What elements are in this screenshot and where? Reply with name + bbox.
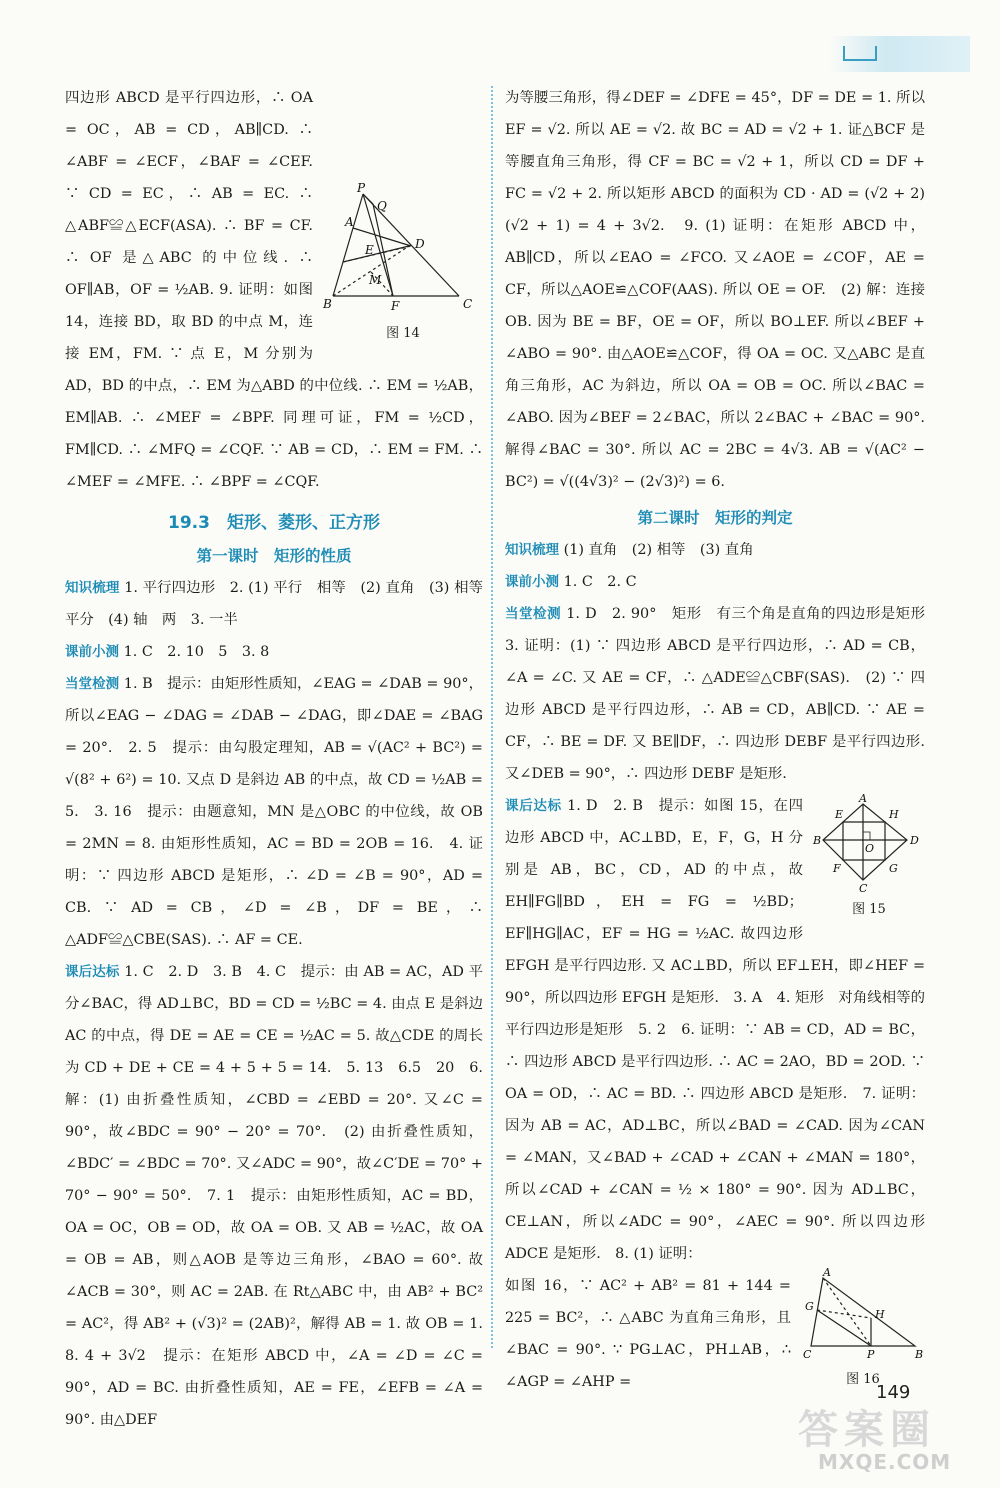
label-zhishi-shuli: 知识梳理 bbox=[65, 580, 120, 596]
fig15-label-f: F bbox=[833, 862, 841, 875]
right-zs-text: (1) 直角 (2) 相等 (3) 直角 bbox=[563, 542, 754, 558]
fig16-label-a: A bbox=[823, 1266, 831, 1279]
label-kexian-xiaoce-2: 课前小测 bbox=[505, 574, 559, 590]
right-answer-paragraph-1: 为等腰三角形，得∠DEF = ∠DFE = 45°，DF = DE = 1. 所以 EF = √2. 所以 AE = √2. 故 BC = AD = √2 + 1. 证△BCF 是等腰直角三角形，得 CF = BC = √2 + 1，所以 CD = DF + FC = √2 + 2. 所以矩形 ABCD 的面积为 CD · AD = (√2 + 2)(√2 + 1) = 4 + 3√2. 9. (1) 证明：在矩形 ABCD 中，AB∥CD，所以∠EAO = ∠FCO. 又∠AOE = ∠COF，AE = CF，所以△AOE≌△COF(AAS). 所以 OE = OF. (2) 解：连接 OB. 因为 BE = BF，OE = OF，所以 BO⊥EF. 所以∠BEF + ∠ABO = 90°. 由△AOE≌△COF，得 OA = OC. 又△ABC 是直角三角形，AC 为斜边，所以 OA = OB = OC. 所以∠BAC = ∠ABO. 因为∠BEF = 2∠BAC，所以 2∠BAC + ∠BAC = 90°. 解得∠BAC = 30°. 所以 AC = 2BC = 4√3. AB = √(AC² − BC²) = √((4√3)² − (2√3)²) = 6. bbox=[505, 90, 925, 490]
fig14-label-q: Q bbox=[377, 199, 387, 213]
label-dangtang-jiance-2: 当堂检测 bbox=[505, 606, 562, 622]
left-answer-paragraph-1: 四边形 ABCD 是平行四边形，∴ OA = OC，AB = CD，AB∥CD. ∴ ∠ABF = ∠ECF，∠BAF = ∠CEF. ∵ CD = EC，∴ AB = EC. ∴ △ABF≌△ECF(ASA). ∴ BF = CF. ∴ OF 是△ABC 的中位线. ∴ OF∥AB，OF = ½AB. 9. 证明：如图 14，连接 BD，取 BD 的中点 M，连接 EM，FM. ∵ 点 E，M 分别为 AD，BD 的中点，∴ EM 为△ABD 的中位线. ∴ EM = ½AB，EM∥AB. ∴ ∠MEF = ∠BPF. 同理可证，FM = ½CD，FM∥CD. ∴ ∠MFQ = ∠CQF. ∵ AB = CD，∴ EM = FM. ∴ ∠MEF = ∠MFE. ∴ ∠BPF = ∠CQF. bbox=[65, 90, 483, 490]
left-dt-text: 1. B 提示：由矩形性质知，∠EAG = ∠DAB = 90°，所以∠EAG − ∠DAG = ∠DAB − ∠DAG，即∠DAE = ∠BAG = 20°. 2. 5 提示：由勾股定理知，AB = √(AC² + BC²) = √(8² + 6²) = 10. 又点 D 是斜边 AB 的中点，故 CD = ½AB = 5. 3. 16 提示：由题意知，MN 是△OBC 的中位线，故 OB = 2MN = 8. 由矩形性质知，AC = BD = 2OB = 16. 4. 证明：∵ 四边形 ABCD 是矩形，∴ ∠D = ∠B = 90°，AD = CB. ∵ AD = CB，∠D = ∠B，DF = BE，∴ △ADF≌△CBE(SAS). ∴ AF = CE. bbox=[65, 676, 484, 948]
fig16-label-g: G bbox=[805, 1300, 814, 1313]
right-column bbox=[505, 82, 940, 1398]
figure-14-caption: 图 14 bbox=[386, 326, 420, 341]
right-zs-paragraph bbox=[505, 534, 925, 566]
fig14-label-b: B bbox=[323, 297, 332, 311]
watermark-logo bbox=[790, 1394, 990, 1480]
fig16-label-c: C bbox=[803, 1348, 812, 1361]
corner-bracket-icon bbox=[840, 42, 880, 66]
figure-15-diagram bbox=[813, 792, 925, 896]
figure-14 bbox=[323, 181, 483, 344]
label-kexian-xiaoce: 课前小测 bbox=[65, 644, 119, 660]
fig15-label-c: C bbox=[859, 882, 868, 895]
figure-15-caption: 图 15 bbox=[852, 902, 886, 917]
fig14-label-a: A bbox=[345, 215, 354, 229]
fig16-label-h: H bbox=[875, 1308, 885, 1321]
lesson-2-title: 第二课时 矩形的判定 bbox=[637, 509, 793, 527]
fig16-label-p: P bbox=[867, 1348, 875, 1361]
right-kq-paragraph bbox=[505, 566, 925, 598]
fig14-label-d: D bbox=[415, 237, 425, 251]
label-dangtang-jiance: 当堂检测 bbox=[65, 676, 120, 692]
fig14-label-m: M bbox=[369, 273, 382, 287]
left-zs-text: 1. 平行四边形 2. (1) 平行 相等 (2) 直角 (3) 相等 平分 (4) 轴 两 3. 一半 bbox=[65, 580, 498, 628]
left-zs-paragraph bbox=[65, 572, 498, 636]
fig15-label-a: A bbox=[859, 792, 867, 805]
fig14-label-p: P bbox=[357, 181, 366, 195]
fig14-label-c: C bbox=[463, 297, 473, 311]
fig15-label-h: H bbox=[889, 808, 899, 821]
right-kq-text: 1. C 2. C bbox=[563, 574, 637, 590]
left-column bbox=[65, 82, 498, 1436]
fig15-label-e: E bbox=[835, 808, 844, 821]
left-kh-paragraph bbox=[65, 956, 498, 1436]
label-kehou-dabiao-2: 课后达标 bbox=[505, 798, 562, 814]
page-number: 149 bbox=[876, 1382, 911, 1403]
fig14-label-f: F bbox=[391, 299, 400, 313]
watermark-url: MXQE.COM bbox=[818, 1450, 952, 1474]
right-dt-text: 1. D 2. 90° 矩形 有三个角是直角的四边形是矩形 3. 证明：(1) ∵ 四边形 ABCD 是平行四边形，∴ AD = CB，∠A = ∠C. 又 AE = CF，∴ △ADE≌△CBF(SAS). (2) ∵ 四边形 ABCD 是平行四边形，∴ AB = CD，AB∥CD. ∵ AE = CF，∴ BE = DF. 又 BE∥DF，∴ 四边形 DEBF 是平行四边形. 又∠DEB = 90°，∴ 四边形 DEBF 是矩形. bbox=[505, 606, 940, 782]
section-title: 19.3 矩形、菱形、正方形 bbox=[168, 513, 380, 533]
label-zhishi-shuli-2: 知识梳理 bbox=[505, 542, 559, 558]
left-kq-text: 1. C 2. 10 5 3. 8 bbox=[123, 644, 270, 660]
fig16-label-b: B bbox=[915, 1348, 924, 1361]
right-kh-paragraph-2: 如图 16，∵ AC² + AB² = 81 + 144 = 225 = BC²，∴ △ABC 为直角三角形，且∠BAC = 90°. ∵ PG⊥AC，PH⊥AB，∴ ∠AGP = ∠AHP = bbox=[505, 1278, 791, 1390]
fig15-label-o: O bbox=[865, 842, 875, 855]
figure-16 bbox=[801, 1266, 925, 1390]
fig15-label-d: D bbox=[910, 834, 919, 847]
figure-14-diagram bbox=[323, 181, 483, 320]
left-dt-paragraph bbox=[65, 668, 483, 956]
right-kh-text-1: 1. D 2. B 提示：如图 15，在四边形 ABCD 中，AC⊥BD，E，F，G，H 分别是 AB，BC，CD，AD 的中点，故 EH∥FG∥BD，EH = FG = ½BD；EF∥HG∥AC，EF = HG = ½AC. 故四边形 EFGH 是平行四边形. 又 AC⊥BD，所以 EF⊥EH，即∠HEF = 90°，所以四边形 EFGH 是矩形. 3. A 4. 矩形 对角线相等的平行四边形是矩形 5. 2 6. 证明：∵ AB = CD，AD = BC，∴ 四边形 ABCD 是平行四边形. ∴ AC = 2AO，BD = 2OD. ∵ OA = OD，∴ AC = BD. ∴ 四边形 ABCD 是矩形. 7. 证明：因为 AB = AC，AD⊥BC，所以∠BAD = ∠CAD. 因为∠CAN = ∠MAN，又∠BAD + ∠CAD + ∠CAN + ∠MAN = 180°，所以∠CAD + ∠CAN = ½ × 180° = 90°. 因为 AD⊥BC，CE⊥AN，所以∠ADC = 90°，∠AEC = 90°. 所以四边形 ADCE 是矩形. 8. (1) 证明： bbox=[505, 798, 925, 1262]
figure-16-diagram bbox=[801, 1266, 925, 1366]
left-kh-text: 1. C 2. D 3. B 4. C 提示：由 AB = AC，AD 平分∠BAC，得 AD⊥BC，BD = CD = ½BC = 4. 由点 E 是斜边 AC 的中点，得 DE = AE = CE = ½AC = 5. 故△CDE 的周长为 CD + DE + CE = 4 + 5 + 5 = 14. 5. 13 6.5 20 6. 解：(1) 由折叠性质知，∠CBD = ∠EBD = 20°. 又∠C = 90°，故∠BDC = 90° − 20° = 70°. (2) 由折叠性质知，∠BDC′ = ∠BDC = 70°. 又∠ADC = 90°，故∠C′DE = 70° + 70° − 90° = 50°. 7. 1 提示：由矩形性质知，AC = BD，OA = OC，OB = OD，故 OA = OB. 又 AB = ½AC，故 OA = OB = AB，则△AOB 是等边三角形，∠BAO = 60°. 故∠ACB = 30°，则 AC = 2AB. 在 Rt△ABC 中，由 AB² + BC² = AC²，得 AB² + (√3)² = (2AB)²，解得 AB = 1. 故 OB = 1. 8. 4 + 3√2 提示：在矩形 ABCD 中，∠A = ∠D = ∠C = 90°，AD = BC. 由折叠性质知，AE = FE，∠EFB = ∠A = 90°. 由△DEF bbox=[65, 964, 498, 1428]
figure-16-caption: 图 16 bbox=[846, 1372, 880, 1387]
label-kehou-dabiao: 课后达标 bbox=[65, 964, 120, 980]
watermark-text: 答案圈 bbox=[798, 1407, 936, 1453]
lesson-1-title: 第一课时 矩形的性质 bbox=[196, 547, 352, 565]
column-divider bbox=[491, 86, 493, 1348]
fig14-label-e: E bbox=[365, 243, 374, 257]
left-kq-paragraph bbox=[65, 636, 483, 668]
right-dt-paragraph bbox=[505, 598, 940, 790]
fig15-label-g: G bbox=[889, 862, 898, 875]
corner-decoration bbox=[830, 36, 970, 72]
fig15-label-b: B bbox=[813, 834, 822, 847]
figure-15 bbox=[813, 792, 925, 920]
